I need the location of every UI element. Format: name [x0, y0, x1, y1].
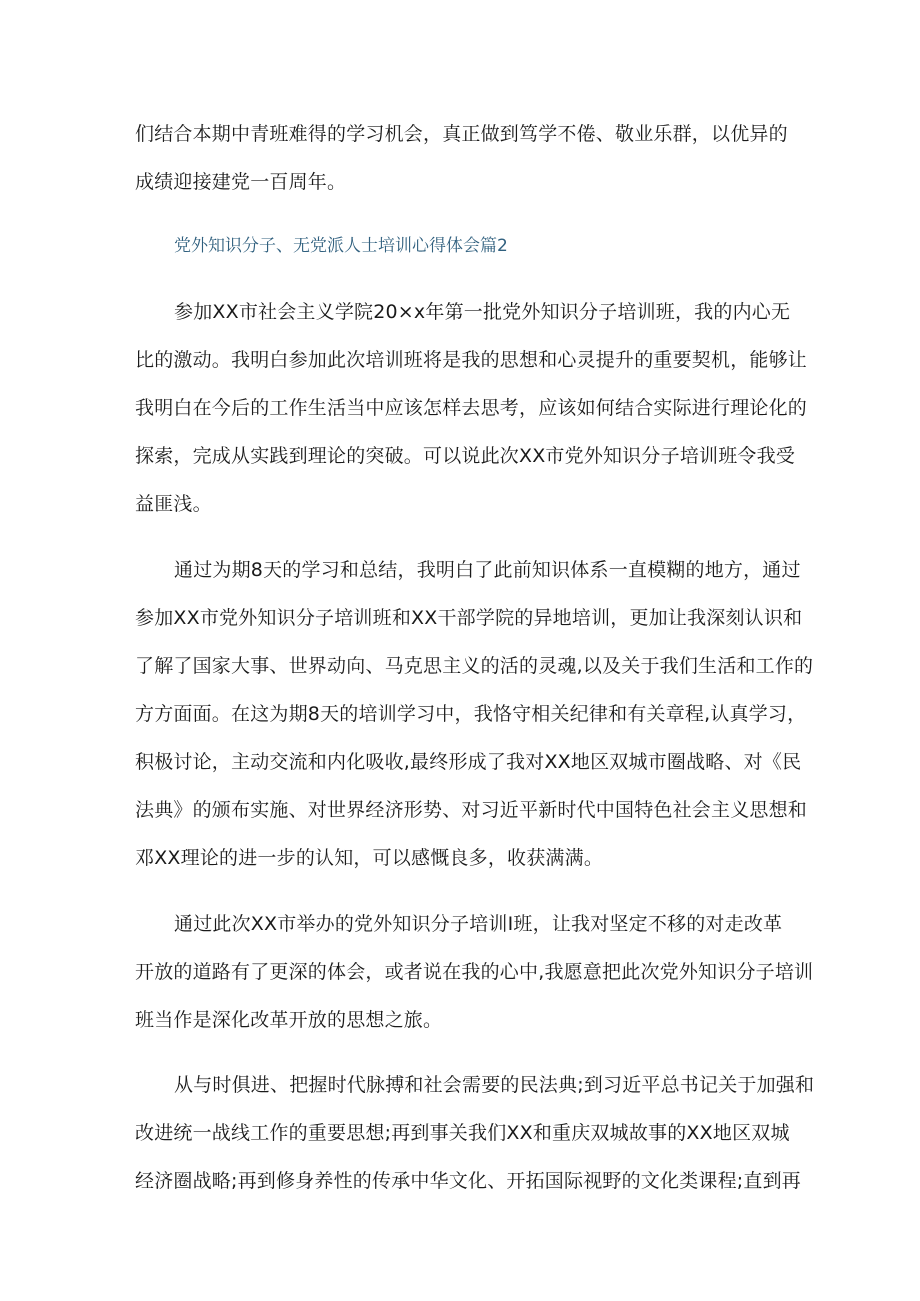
text-line: 积极讨论，主动交流和内化吸收,最终形成了我对XX地区双城市圈战略、对《民	[135, 751, 802, 773]
text-line: 通过此次XX市举办的党外知识分子培训I班，让我对坚定不移的对走改革	[174, 913, 783, 935]
text-line: 经济圈战略;再到修身养性的传承中华文化、开拓国际视野的文化类课程;直到再	[135, 1170, 802, 1192]
text-line: 通过为期8天的学习和总结，我明白了此前知识体系一直模糊的地方，通过	[174, 559, 801, 581]
text-line: 从与时俱进、把握时代脉搏和社会需要的民法典;到习近平总书记关于加强和	[174, 1074, 815, 1096]
text-line: 参加XX市社会主义学院20×x年第一批党外知识分子培训班，我的内心无	[174, 301, 791, 323]
text-line: 参加XX市党外知识分子培训班和XX干部学院的异地培训，更加让我深刻认识和	[135, 607, 803, 629]
text-line: 探索，完成从实践到理论的突破。可以说此次XX市党外知识分子培训班令我受	[135, 445, 796, 467]
text-line: 开放的道路有了更深的体会，或者说在我的心中,我愿意把此次党外知识分子培训	[135, 961, 814, 983]
text-line: 改进统一战线工作的重要思想;再到事关我们XX和重庆双城故事的XX地区双城	[135, 1122, 790, 1144]
text-line: 班当作是深化改革开放的思想之旅。	[135, 1009, 443, 1031]
paragraph-4	[135, 1061, 815, 1205]
section-title: 党外知识分子、无党派人士培训心得体会篇2	[174, 236, 508, 256]
paragraph-2	[135, 546, 814, 882]
text-line: 我明白在今后的工作生活当中应该怎样去思考，应该如何结合实际进行理论化的	[135, 397, 808, 419]
text-line: 方方面面。在这为期8天的培训学习中，我恪守相关纪律和有关章程,认真学习，	[135, 703, 807, 725]
text-line: 们结合本期中青班难得的学习机会，真正做到笃学不倦、敬业乐群，以优异的	[135, 123, 788, 145]
text-line: 比的激动。我明白参加此次培训班将是我的思想和心灵提升的重要契机，能够让	[135, 349, 808, 371]
text-line: 了解了国家大事、世界动向、马克思主义的活的灵魂,以及关于我们生活和工作的	[135, 655, 814, 677]
intro-paragraph	[135, 110, 795, 206]
text-line: 邓XX理论的进一步的认知，可以感慨良多，收获满满。	[135, 847, 604, 869]
paragraph-1	[135, 288, 808, 528]
text-line: 法典》的颁布实施、对世界经济形势、对习近平新时代中国特色社会主义思想和	[135, 799, 808, 821]
text-line: 益匪浅。	[135, 493, 212, 515]
paragraph-3	[135, 900, 814, 1044]
text-line: 成绩迎接建党一百周年。	[135, 171, 347, 193]
